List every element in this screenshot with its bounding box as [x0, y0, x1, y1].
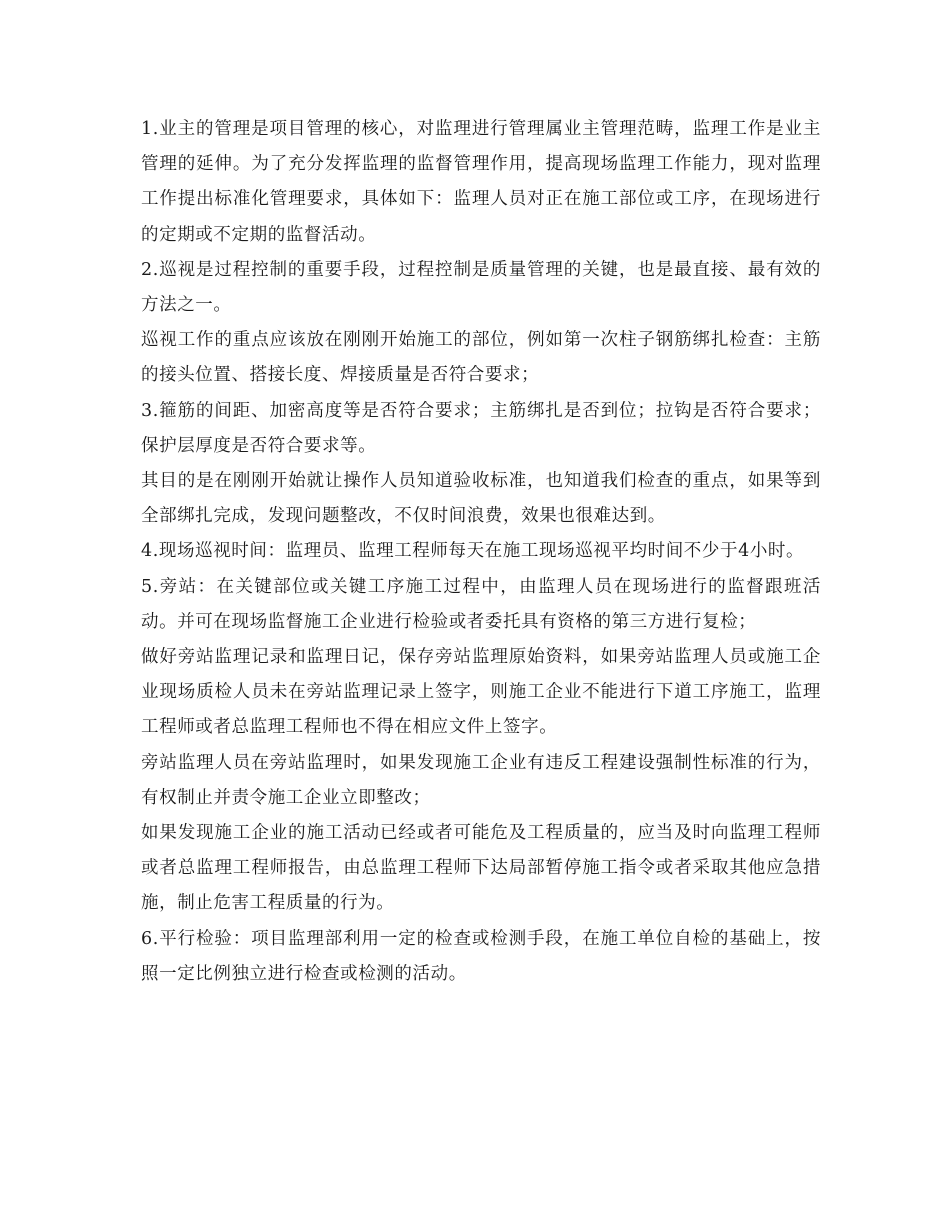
paragraph-6: 4.现场巡视时间：监理员、监理工程师每天在施工现场巡视平均时间不少于4小时。	[141, 541, 805, 562]
paragraph-5: 其目的是在刚刚开始就让操作人员知道验收标准，也知道我们检查的重点，如果等到全部绑扎完成，发现问题整改，不仅时间浪费，效果也很难达到。	[141, 471, 821, 527]
paragraph-10: 如果发现施工企业的施工活动已经或者可能危及工程质量的，应当及时向监理工程师或者总监理工程师报告，由总监理工程师下达局部暂停施工指令或者采取其他应急措施，制止危害工程质量的行为。	[141, 823, 821, 914]
paragraph-8: 做好旁站监理记录和监理日记，保存旁站监理原始资料，如果旁站监理人员或施工企业现场质检人员未在旁站监理记录上签字，则施工企业不能进行下道工序施工，监理工程师或者总监理工程师也不得在相应文件上签字。	[141, 647, 821, 738]
document-body	[141, 112, 821, 992]
paragraph-3: 巡视工作的重点应该放在刚刚开始施工的部位，例如第一次柱子钢筋绑扎检查：主筋的接头位置、搭接长度、焊接质量是否符合要求；	[141, 330, 821, 386]
paragraph-2: 2.巡视是过程控制的重要手段，过程控制是质量管理的关键，也是最直接、最有效的方法之一。	[141, 259, 821, 316]
paragraph-11: 6.平行检验：项目监理部利用一定的检查或检测手段，在施工单位自检的基础上，按照一定比例独立进行检查或检测的活动。	[141, 928, 821, 984]
paragraph-7: 5.旁站：在关键部位或关键工序施工过程中，由监理人员在现场进行的监督跟班活动。并可在现场监督施工企业进行检验或者委托具有资格的第三方进行复检；	[141, 576, 821, 632]
paragraph-1: 1.业主的管理是项目管理的核心，对监理进行管理属业主管理范畴，监理工作是业主管理的延伸。为了充分发挥监理的监督管理作用，提高现场监理工作能力，现对监理工作提出标准化管理要求，具体如下：监理人员对正在施工部位或工序，在现场进行的定期或不定期的监督活动。	[141, 119, 821, 245]
paragraph-9: 旁站监理人员在旁站监理时，如果发现施工企业有违反工程建设强制性标准的行为，有权制止并责令施工企业立即整改；	[141, 752, 821, 808]
paragraph-4: 3.箍筋的间距、加密高度等是否符合要求；主筋绑扎是否到位；拉钩是否符合要求；保护层厚度是否符合要求等。	[141, 400, 821, 456]
